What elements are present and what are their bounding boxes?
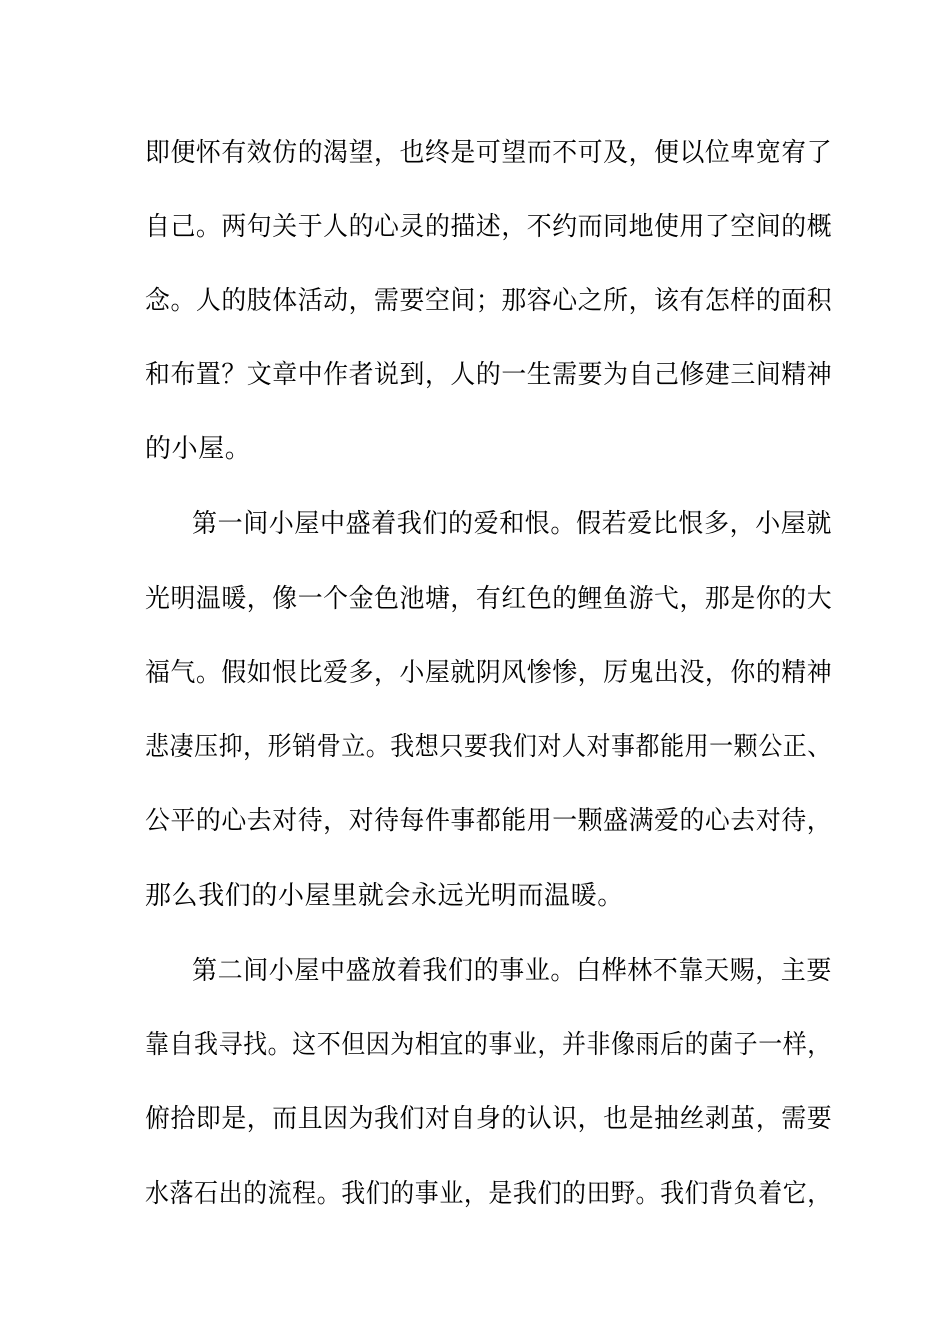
text-line: 俯拾即是，而且因为我们对自身的认识，也是抽丝剥茧，需要 [145, 1104, 833, 1134]
text-line: 公平的心去对待，对待每件事都能用一颗盛满爱的心去对待， [145, 806, 833, 836]
text-line: 自己。两句关于人的心灵的描述，不约而同地使用了空间的概 [145, 212, 833, 242]
text-line: 水落石出的流程。我们的事业，是我们的田野。我们背负着它， [145, 1179, 832, 1209]
text-line: 悲凄压抑，形销骨立。我想只要我们对人对事都能用一颗公正、 [145, 732, 832, 762]
text-line: 和布置？文章中作者说到，人的一生需要为自己修建三间精神 [145, 360, 833, 390]
paragraph-first-line: 第二间小屋中盛放着我们的事业。白桦林不靠天赐，主要 [192, 956, 833, 986]
text-line: 即便怀有效仿的渴望，也终是可望而不可及，便以位卑宽宥了 [145, 138, 833, 168]
text-line: 的小屋。 [145, 434, 252, 464]
text-line: 福气。假如恨比爱多，小屋就阴风惨惨，厉鬼出没，你的精神 [145, 658, 833, 688]
text-line: 那么我们的小屋里就会永远光明而温暖。 [145, 881, 624, 911]
text-line: 光明温暖，像一个金色池塘，有红色的鲤鱼游弋，那是你的大 [145, 584, 833, 614]
paragraph-first-line: 第一间小屋中盛着我们的爱和恨。假若爱比恨多，小屋就 [192, 509, 833, 539]
text-line: 念。人的肢体活动，需要空间；那容心之所，该有怎样的面积 [145, 286, 833, 316]
text-line: 靠自我寻找。这不但因为相宜的事业，并非像雨后的菌子一样， [145, 1030, 832, 1060]
